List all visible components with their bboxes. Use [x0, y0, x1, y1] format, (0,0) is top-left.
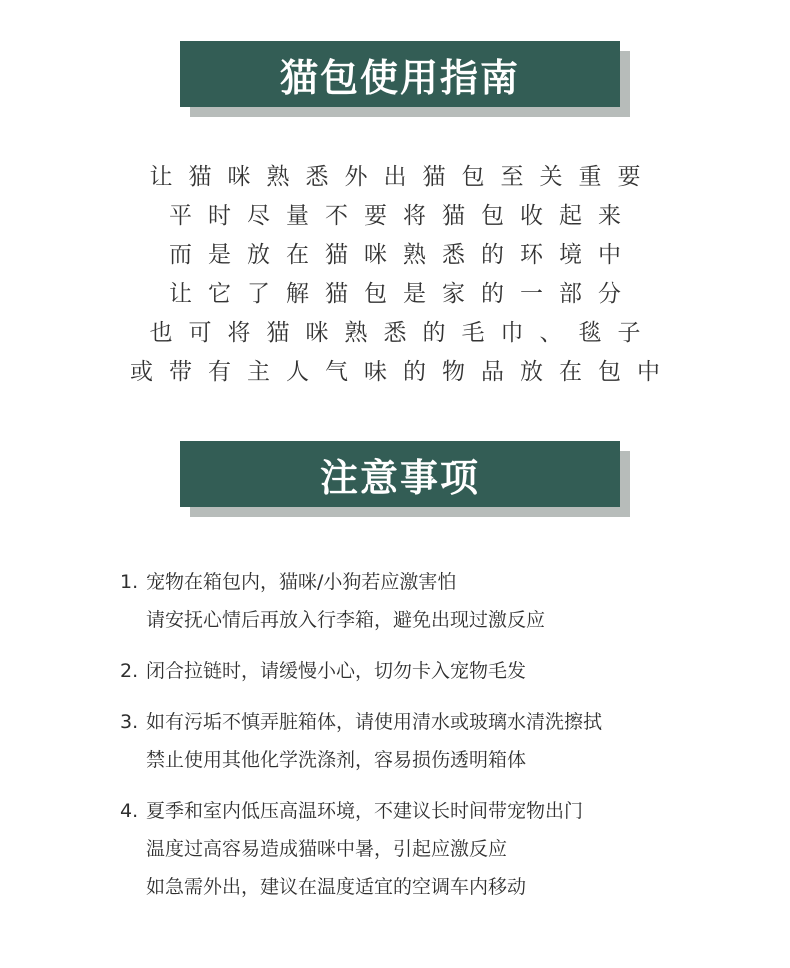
intro-line: 或带有主人气味的物品放在包中 [130, 359, 676, 385]
intro-line: 让猫咪熟悉外出猫包至关重要 [149, 164, 657, 190]
note-line: 禁止使用其他化学洗涤剂，容易损伤透明箱体 [146, 749, 527, 771]
guide-title: 猫包使用指南 [180, 41, 620, 107]
note-line: 温度过高容易造成猫咪中暑，引起应激反应 [146, 838, 508, 860]
note-item [120, 703, 760, 779]
notes-list [120, 563, 760, 919]
note-line: 闭合拉链时，请缓慢小心，切勿卡入宠物毛发 [146, 660, 527, 682]
note-item [120, 563, 760, 639]
note-number: 1. [120, 571, 139, 593]
note-number: 2. [120, 660, 139, 682]
note-line: 请安抚心情后再放入行李箱，避免出现过激反应 [146, 609, 546, 631]
note-item [120, 792, 760, 906]
intro-line: 平时尽量不要将猫包收起来 [169, 203, 637, 229]
intro-line: 让它了解猫包是家的一部分 [169, 281, 637, 307]
note-line: 如有污垢不慎弄脏箱体，请使用清水或玻璃水清洗擦拭 [146, 711, 603, 733]
notes-title: 注意事项 [180, 441, 620, 507]
guide-intro [0, 158, 790, 392]
note-item [120, 652, 760, 690]
intro-line: 而是放在猫咪熟悉的环境中 [169, 242, 637, 268]
note-line: 夏季和室内低压高温环境，不建议长时间带宠物出门 [146, 800, 584, 822]
intro-line: 也可将猫咪熟悉的毛巾、毯子 [149, 320, 657, 346]
note-line: 宠物在箱包内，猫咪/小狗若应激害怕 [146, 571, 457, 593]
note-line: 如急需外出，建议在温度适宜的空调车内移动 [146, 876, 527, 898]
note-number: 3. [120, 711, 139, 733]
note-number: 4. [120, 800, 139, 822]
